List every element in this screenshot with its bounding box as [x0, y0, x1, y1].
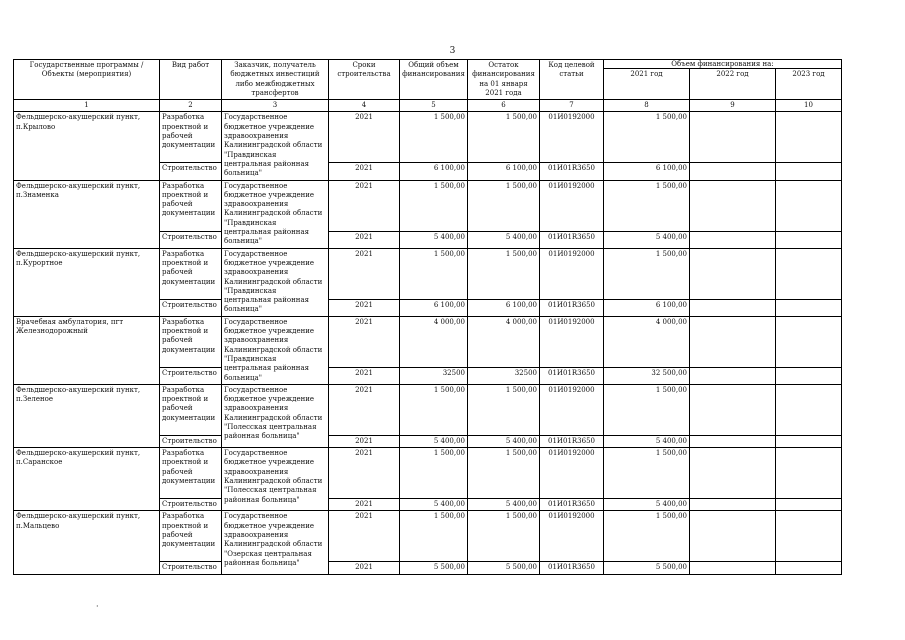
column-number: 4	[329, 100, 400, 112]
header-2023: 2023 год	[776, 69, 842, 100]
customer-name: Государственное бюджетное учреждение здравоохранения Калининградской области "Полесская центральная районная больница"	[222, 384, 329, 447]
target-code: 01И0192000	[540, 112, 604, 163]
work-type: Разработка проектной и рабочей документации	[160, 384, 222, 435]
column-number: 1	[14, 100, 160, 112]
total-financing: 5 500,00	[400, 562, 468, 574]
header-row	[14, 60, 842, 69]
table-body	[14, 112, 842, 574]
total-financing: 1 500,00	[400, 248, 468, 299]
financing-2022	[690, 384, 776, 435]
work-type: Разработка проектной и рабочей документации	[160, 180, 222, 231]
financing-2021: 6 100,00	[604, 163, 690, 180]
header-work-type: Вид работ	[160, 60, 222, 100]
customer-name: Государственное бюджетное учреждение здравоохранения Калининградской области "Озерская центральная районная больница"	[222, 511, 329, 574]
column-number: 2	[160, 100, 222, 112]
remaining-financing: 32500	[468, 367, 540, 384]
financing-2022	[690, 448, 776, 499]
remaining-financing: 1 500,00	[468, 112, 540, 163]
total-financing: 5 400,00	[400, 435, 468, 447]
remaining-financing: 1 500,00	[468, 511, 540, 562]
target-code: 01И01R3650	[540, 562, 604, 574]
header-2022: 2022 год	[690, 69, 776, 100]
financing-2021: 4 000,00	[604, 316, 690, 367]
total-financing: 6 100,00	[400, 163, 468, 180]
financing-2023	[776, 435, 842, 447]
remaining-financing: 1 500,00	[468, 248, 540, 299]
total-financing: 1 500,00	[400, 180, 468, 231]
work-type: Строительство	[160, 163, 222, 180]
column-number: 8	[604, 100, 690, 112]
total-financing: 1 500,00	[400, 511, 468, 562]
page-number: 3	[449, 46, 456, 56]
financing-2021: 32 500,00	[604, 367, 690, 384]
construction-period: 2021	[329, 367, 400, 384]
financing-2022	[690, 367, 776, 384]
remaining-financing: 5 400,00	[468, 231, 540, 248]
header-customer: Заказчик, получатель бюджетных инвестиций либо межбюджетных трансфертов	[222, 60, 329, 100]
table-row	[14, 112, 842, 163]
construction-period: 2021	[329, 231, 400, 248]
remaining-financing: 1 500,00	[468, 384, 540, 435]
work-type: Разработка проектной и рабочей документации	[160, 448, 222, 499]
financing-2021: 5 500,00	[604, 562, 690, 574]
column-number-row	[14, 100, 842, 112]
header-target-code: Код целевой статьи	[540, 60, 604, 100]
work-type: Строительство	[160, 299, 222, 316]
construction-period: 2021	[329, 316, 400, 367]
financing-2023	[776, 562, 842, 574]
column-number: 5	[400, 100, 468, 112]
remaining-financing: 6 100,00	[468, 299, 540, 316]
table-row	[14, 316, 842, 367]
financing-2021: 1 500,00	[604, 180, 690, 231]
construction-period: 2021	[329, 299, 400, 316]
financing-2023	[776, 367, 842, 384]
work-type: Строительство	[160, 499, 222, 511]
construction-period: 2021	[329, 562, 400, 574]
remaining-financing: 6 100,00	[468, 163, 540, 180]
work-type: Разработка проектной и рабочей документации	[160, 511, 222, 562]
financing-2023	[776, 448, 842, 499]
total-financing: 1 500,00	[400, 448, 468, 499]
total-financing: 6 100,00	[400, 299, 468, 316]
financing-2021: 1 500,00	[604, 112, 690, 163]
stray-mark: ·	[96, 602, 99, 611]
total-financing: 5 400,00	[400, 499, 468, 511]
financing-2022	[690, 231, 776, 248]
financing-2021: 5 400,00	[604, 435, 690, 447]
financing-table	[13, 59, 842, 575]
column-number: 9	[690, 100, 776, 112]
financing-2022	[690, 511, 776, 562]
remaining-financing: 5 400,00	[468, 499, 540, 511]
customer-name: Государственное бюджетное учреждение здравоохранения Калининградской области "Полесская центральная районная больница"	[222, 448, 329, 511]
header-program: Государственные программы /Объекты (мероприятия)	[14, 60, 160, 100]
work-type: Разработка проектной и рабочей документации	[160, 112, 222, 163]
table-row	[14, 511, 842, 562]
remaining-financing: 5 500,00	[468, 562, 540, 574]
target-code: 01И01R3650	[540, 299, 604, 316]
financing-2021: 6 100,00	[604, 299, 690, 316]
construction-period: 2021	[329, 180, 400, 231]
object-name: Фельдшерско-акушерский пункт, п.Знаменка	[14, 180, 160, 248]
financing-2023	[776, 511, 842, 562]
total-financing: 32500	[400, 367, 468, 384]
object-name: Врачебная амбулатория, пгт Железнодорожный	[14, 316, 160, 384]
financing-2023	[776, 299, 842, 316]
object-name: Фельдшерско-акушерский пункт, п.Курортное	[14, 248, 160, 316]
target-code: 01И01R3650	[540, 163, 604, 180]
financing-2022	[690, 180, 776, 231]
remaining-financing: 1 500,00	[468, 180, 540, 231]
column-number: 3	[222, 100, 329, 112]
target-code: 01И01R3650	[540, 231, 604, 248]
work-type: Строительство	[160, 562, 222, 574]
total-financing: 4 000,00	[400, 316, 468, 367]
financing-2023	[776, 163, 842, 180]
remaining-financing: 5 400,00	[468, 435, 540, 447]
financing-2022	[690, 435, 776, 447]
remaining-financing: 4 000,00	[468, 316, 540, 367]
financing-2023	[776, 112, 842, 163]
target-code: 01И0192000	[540, 448, 604, 499]
financing-2021: 1 500,00	[604, 384, 690, 435]
header-financing-volume: Объем финансирования на:	[604, 60, 842, 69]
target-code: 01И01R3650	[540, 499, 604, 511]
object-name: Фельдшерско-акушерский пункт, п.Саранское	[14, 448, 160, 511]
table-row	[14, 180, 842, 231]
table-row	[14, 384, 842, 435]
financing-2023	[776, 248, 842, 299]
financing-2021: 1 500,00	[604, 511, 690, 562]
target-code: 01И0192000	[540, 180, 604, 231]
target-code: 01И01R3650	[540, 435, 604, 447]
financing-2021: 1 500,00	[604, 448, 690, 499]
header-remaining: Остаток финансирования на 01 января 2021 года	[468, 60, 540, 100]
work-type: Строительство	[160, 435, 222, 447]
financing-2022	[690, 299, 776, 316]
financing-2023	[776, 316, 842, 367]
construction-period: 2021	[329, 163, 400, 180]
total-financing: 1 500,00	[400, 384, 468, 435]
financing-2022	[690, 562, 776, 574]
customer-name: Государственное бюджетное учреждение здравоохранения Калининградской области "Правдинская центральная районная больница"	[222, 316, 329, 384]
customer-name: Государственное бюджетное учреждение здравоохранения Калининградской области "Правдинская центральная районная больница"	[222, 180, 329, 248]
construction-period: 2021	[329, 248, 400, 299]
financing-2022	[690, 112, 776, 163]
work-type: Строительство	[160, 231, 222, 248]
column-number: 7	[540, 100, 604, 112]
customer-name: Государственное бюджетное учреждение здравоохранения Калининградской области "Правдинская центральная районная больница"	[222, 248, 329, 316]
table-row	[14, 248, 842, 299]
column-number: 10	[776, 100, 842, 112]
financing-2021: 1 500,00	[604, 248, 690, 299]
financing-2023	[776, 231, 842, 248]
construction-period: 2021	[329, 448, 400, 499]
customer-name: Государственное бюджетное учреждение здравоохранения Калининградской области "Правдинская центральная районная больница"	[222, 112, 329, 180]
financing-2022	[690, 163, 776, 180]
object-name: Фельдшерско-акушерский пункт, п.Мальцево	[14, 511, 160, 574]
header-2021: 2021 год	[604, 69, 690, 100]
financing-2021: 5 400,00	[604, 499, 690, 511]
work-type: Разработка проектной и рабочей документации	[160, 248, 222, 299]
header-total-financing: Общий объем финансирования	[400, 60, 468, 100]
object-name: Фельдшерско-акушерский пункт, п.Крылово	[14, 112, 160, 180]
target-code: 01И0192000	[540, 316, 604, 367]
financing-2022	[690, 499, 776, 511]
financing-2021: 5 400,00	[604, 231, 690, 248]
target-code: 01И0192000	[540, 511, 604, 562]
work-type: Разработка проектной и рабочей документации	[160, 316, 222, 367]
construction-period: 2021	[329, 384, 400, 435]
total-financing: 5 400,00	[400, 231, 468, 248]
remaining-financing: 1 500,00	[468, 448, 540, 499]
financing-2023	[776, 180, 842, 231]
financing-2022	[690, 248, 776, 299]
financing-2022	[690, 316, 776, 367]
construction-period: 2021	[329, 435, 400, 447]
object-name: Фельдшерско-акушерский пункт, п.Зеленое	[14, 384, 160, 447]
target-code: 01И0192000	[540, 248, 604, 299]
column-number: 6	[468, 100, 540, 112]
construction-period: 2021	[329, 112, 400, 163]
header-construction-period: Сроки строительства	[329, 60, 400, 100]
construction-period: 2021	[329, 511, 400, 562]
target-code: 01И0192000	[540, 384, 604, 435]
construction-period: 2021	[329, 499, 400, 511]
target-code: 01И01R3650	[540, 367, 604, 384]
financing-2023	[776, 384, 842, 435]
work-type: Строительство	[160, 367, 222, 384]
total-financing: 1 500,00	[400, 112, 468, 163]
table-row	[14, 448, 842, 499]
financing-2023	[776, 499, 842, 511]
